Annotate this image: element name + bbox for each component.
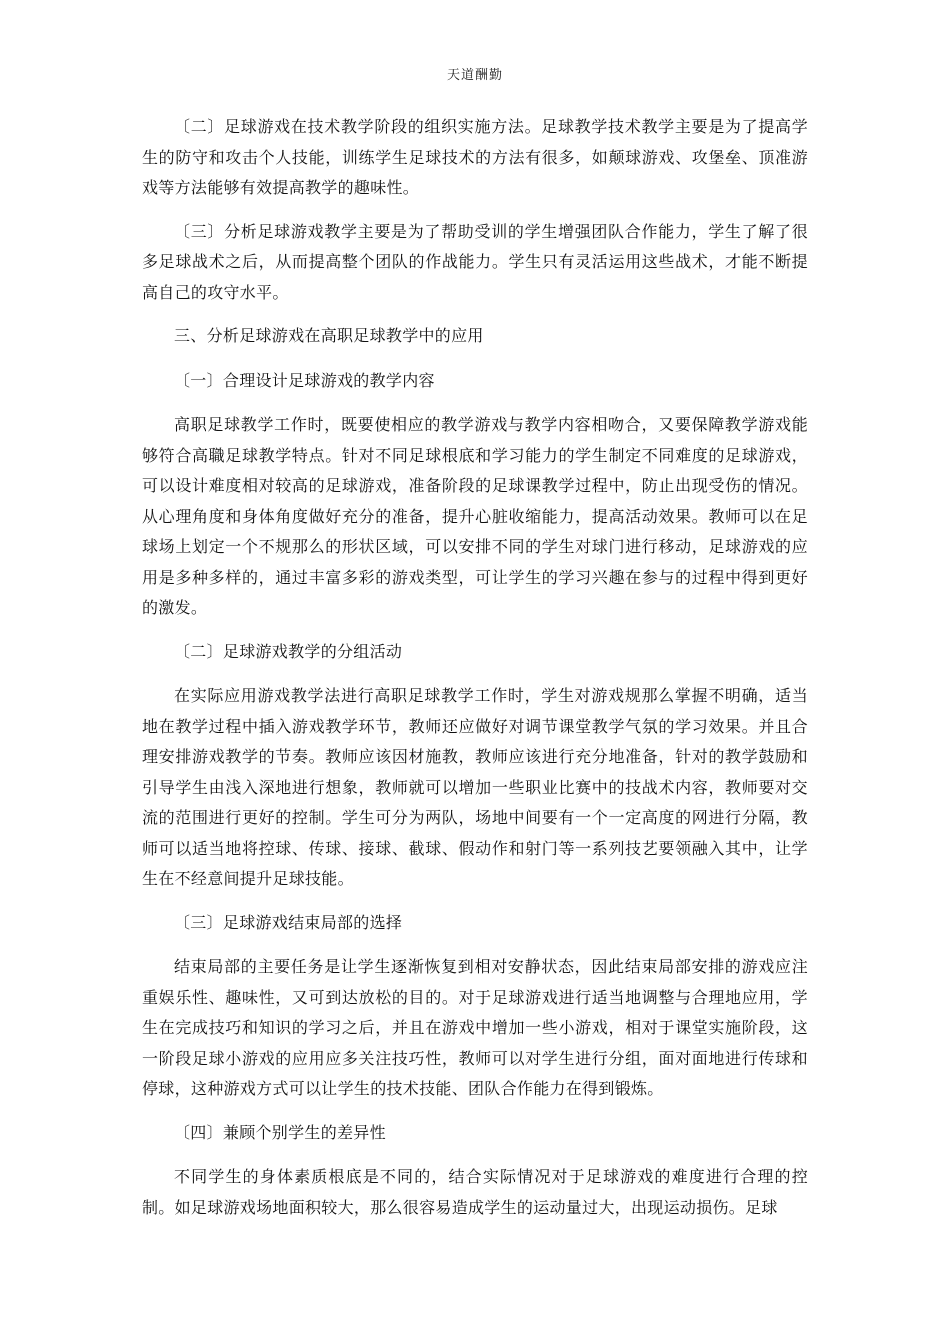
subsection-heading: 〔三〕足球游戏结束局部的选择 bbox=[174, 912, 403, 932]
document-body bbox=[142, 112, 808, 1236]
subsection-heading: 〔一〕合理设计足球游戏的教学内容 bbox=[174, 370, 435, 390]
section-heading: 三、分析足球游戏在高职足球教学中的应用 bbox=[174, 326, 484, 345]
paragraph: 不同学生的身体素质根底是不同的，结合实际情况对于足球游戏的难度进行合理的控制。如足球游戏场地面积较大，那么很容易造成学生的运动量过大，出现运动损伤。足球 bbox=[142, 1167, 808, 1217]
subsection-heading: 〔四〕兼顾个别学生的差异性 bbox=[174, 1122, 386, 1142]
paragraph: 结束局部的主要任务是让学生逐渐恢复到相对安静状态，因此结束局部安排的游戏应注重娱乐性、趣味性，又可到达放松的目的。对于足球游戏进行适当地调整与合理地应用，学生在完成技巧和知识的学习之后，并且在游戏中增加一些小游戏，相对于课堂实施阶段，这一阶段足球小游戏的应用应多关注技巧性，教师可以对学生进行分组，面对面地进行传球和停球，这种游戏方式可以让学生的技术技能、团队合作能力在得到锻炼。 bbox=[142, 957, 808, 1098]
page-header: 天道酬勤 bbox=[446, 68, 503, 83]
subsection-heading: 〔二〕足球游戏教学的分组活动 bbox=[174, 641, 403, 661]
paragraph: 高职足球教学工作时，既要使相应的教学游戏与教学内容相吻合，又要保障教学游戏能够符合高職足球教学特点。针对不同足球根底和学习能力的学生制定不同难度的足球游戏，可以设计难度相对较高的足球游戏，准备阶段的足球课教学过程中，防止出现受伤的情况。从心理角度和身体角度做好充分的准备，提升心脏收缩能力，提高活动效果。教师可以在足球场上划定一个不规那么的形状区域，可以安排不同的学生对球门进行移动，足球游戏的应用是多种多样的，通过丰富多彩的游戏类型，可让学生的学习兴趣在参与的过程中得到更好的激发。 bbox=[142, 415, 808, 617]
paragraph: 〔二〕足球游戏在技术教学阶段的组织实施方法。足球教学技术教学主要是为了提高学生的防守和攻击个人技能，训练学生足球技术的方法有很多，如颠球游戏、攻堡垒、顶准游戏等方法能够有效提高教学的趣味性。 bbox=[142, 117, 808, 197]
paragraph: 〔三〕分析足球游戏教学主要是为了帮助受训的学生增强团队合作能力，学生了解了很多足球战术之后，从而提高整个团队的作战能力。学生只有灵活运用这些战术，才能不断提高自己的攻守水平。 bbox=[142, 221, 808, 302]
paragraph: 在实际应用游戏教学法进行高职足球教学工作时，学生对游戏规那么掌握不明确，适当地在教学过程中插入游戏教学环节，教师还应做好对调节课堂教学气氛的学习效果。并且合理安排游戏教学的节奏。教师应该因材施教，教师应该进行充分地准备，针对的教学鼓励和引导学生由浅入深地进行想象，教师就可以增加一些职业比赛中的技战术内容，教师要对交流的范围进行更好的控制。学生可分为两队，场地中间要有一个一定高度的网进行分隔，教师可以适当地将控球、传球、接球、截球、假动作和射门等一系列技艺要领融入其中，让学生在不经意间提升足球技能。 bbox=[142, 686, 808, 888]
